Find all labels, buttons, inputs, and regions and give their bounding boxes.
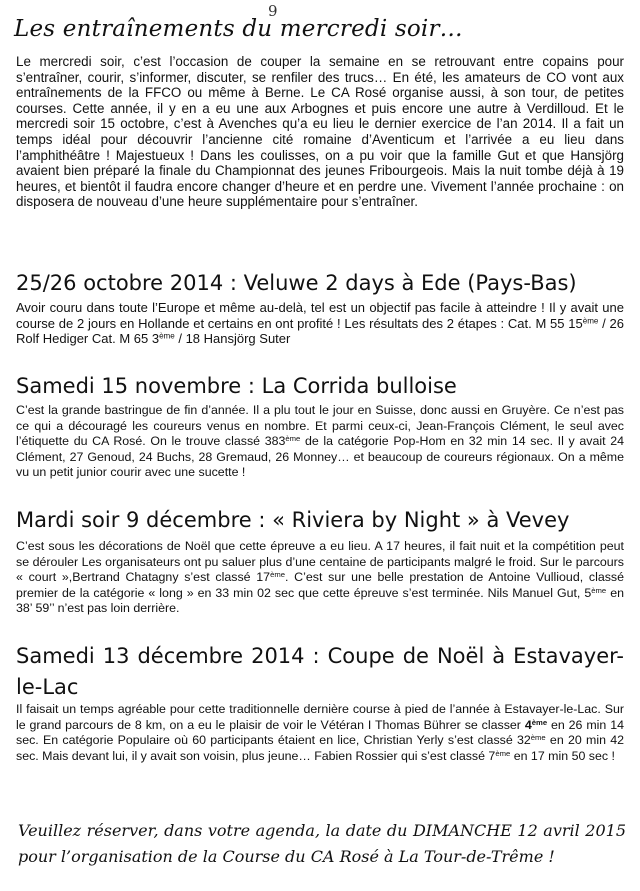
text-segment: en 20 min 42 sec. Mais devant lui, il y avait son voisin, plus jeune… Fabien Rossier qui s’est classé 7	[16, 733, 624, 763]
text-segment: C’est la grande bastringue de fin d’année. Il a plu tout le jour en Suisse, donc aussi en Gruyère. Ce n’est pas ce qui a découragé les coureurs venus en nombre. Et parmi ceux-ci, Jean-François Clément, le seul avec l’étiquette du CA Rosé. On le trouve classé 383	[16, 403, 624, 449]
heading-corrida: Samedi 15 novembre : La Corrida bulloise	[16, 374, 457, 398]
text-segment: . C’est sur une belle prestation de Antoine Vullioud, classé premier de la catégorie « long » en 33 min 02 sec que cette épreuve s’est terminée. Nils Manuel Gut, 5	[16, 570, 625, 600]
page-title: Les entraînements du mercredi soir…	[14, 16, 463, 42]
text-segment: Avoir couru dans toute l’Europe et même au-delà, tel est un objectif pas facile à atteindre ! Il y avait une course de 2 jours en Hollande et certains en ont profité ! Les résultats des 2 étapes : Cat. M 55 15	[16, 300, 624, 331]
intro-paragraph: Le mercredi soir, c’est l’occasion de couper la semaine en se retrouvant entre copains pour s’entraîner, courir, s’informer, discuter, se renfiler des trucs… En été, les amateurs de CO vont aux entraînements de la FFCO ou même à Berne. Le CA Rosé organise aussi, à son tour, de petites courses. Cette année, il y en a eu une aux Arbognes et puis encore une autre à Verdilloud. Et le mercredi soir 15 octobre, c’est à Avenches qu’a eu lieu le dernier exercice de l’an 2014. Il a fait un temps idéal pour découvrir l’ancienne cité romaine d’Aventicum et l’arrivée a eu lieu dans l’amphithéâtre ! Majestueux ! Dans les coulisses, on a pu voir que la famille Gut et que Hansjörg avaient bien préparé la finale du Championnat des jeunes Fribourgeois. Mais la nuit tombe déjà à 19 heures, et bientôt il faudra encore changer d’heure et en perdre une. Vivement l’année prochaine : on disposera de nouveau d’une heure supplémentaire pour s’entraîner.	[16, 54, 624, 210]
text-segment: de la catégorie Pop-Hom en 32 min 14 sec. Il y avait 24 Clément, 27 Genoud, 24 Buchs, 28 Gremaud, 26 Monney… et beaucoup de coureurs régionaux. On a même vu un petit junior courir avec une sucette !	[16, 434, 624, 480]
text-segment: Il faisait un temps agréable pour cette traditionnelle dernière course à pied de l’année à Estavayer-le-Lac. Sur le grand parcours de 8 km, on a eu le plaisir de voir le Vétéran I Thomas Bührer se classer	[16, 702, 624, 732]
ordinal-suffix: ème	[495, 748, 511, 758]
paragraph-coupe-noel	[16, 702, 624, 764]
closing-announcement: Veuillez réserver, dans votre agenda, la date du DIMANCHE 12 avril 2015 pour l’organisation de la Course du CA Rosé à La Tour-de-Trême !	[18, 821, 626, 866]
text-segment: en 17 min 50 sec !	[510, 748, 615, 763]
ordinal-suffix: ème	[591, 585, 607, 595]
paragraph-riviera	[16, 539, 624, 617]
text-segment: C’est sous les décorations de Noël que cette épreuve a eu lieu. A 17 heures, il fait nuit et la compétition peut se dérouler Les organisateurs ont pu saluer plus d’une centaine de participants malgré le froid. Sur le parcours « court »,Bertrand Chatagny s’est classé 17	[16, 539, 624, 585]
text-segment: en 26 min 14 sec. En catégorie Populaire où 60 participants étaient en lice, Christian Yerly s’est classé 32	[16, 717, 624, 748]
ordinal-suffix: ème	[285, 433, 301, 443]
bold-suffix: ème	[531, 717, 548, 727]
bold-rank: 4	[524, 717, 532, 732]
page-number: 9	[268, 2, 278, 20]
ordinal-suffix: ème	[530, 732, 546, 742]
paragraph-veluwe	[16, 300, 624, 347]
ordinal-suffix	[532, 717, 547, 726]
text-segment: / 26 Rolf Hediger Cat. M 65 3	[16, 315, 624, 347]
text-segment: / 18 Hansjörg Suter	[174, 331, 291, 347]
heading-veluwe: 25/26 octobre 2014 : Veluwe 2 days à Ede (Pays-Bas)	[16, 271, 577, 295]
ordinal-suffix: ème	[270, 569, 286, 579]
text-segment: en 38’ 59’’ n’est pas loin derrière.	[16, 585, 624, 616]
ordinal-suffix: ème	[582, 316, 599, 326]
heading-coupe-noel: Samedi 13 décembre 2014 : Coupe de Noël à Estavayer-le-Lac	[16, 644, 624, 699]
ordinal-suffix: ème	[159, 331, 175, 341]
heading-riviera: Mardi soir 9 décembre : « Riviera by Night » à Vevey	[16, 508, 570, 532]
paragraph-corrida	[16, 403, 624, 481]
